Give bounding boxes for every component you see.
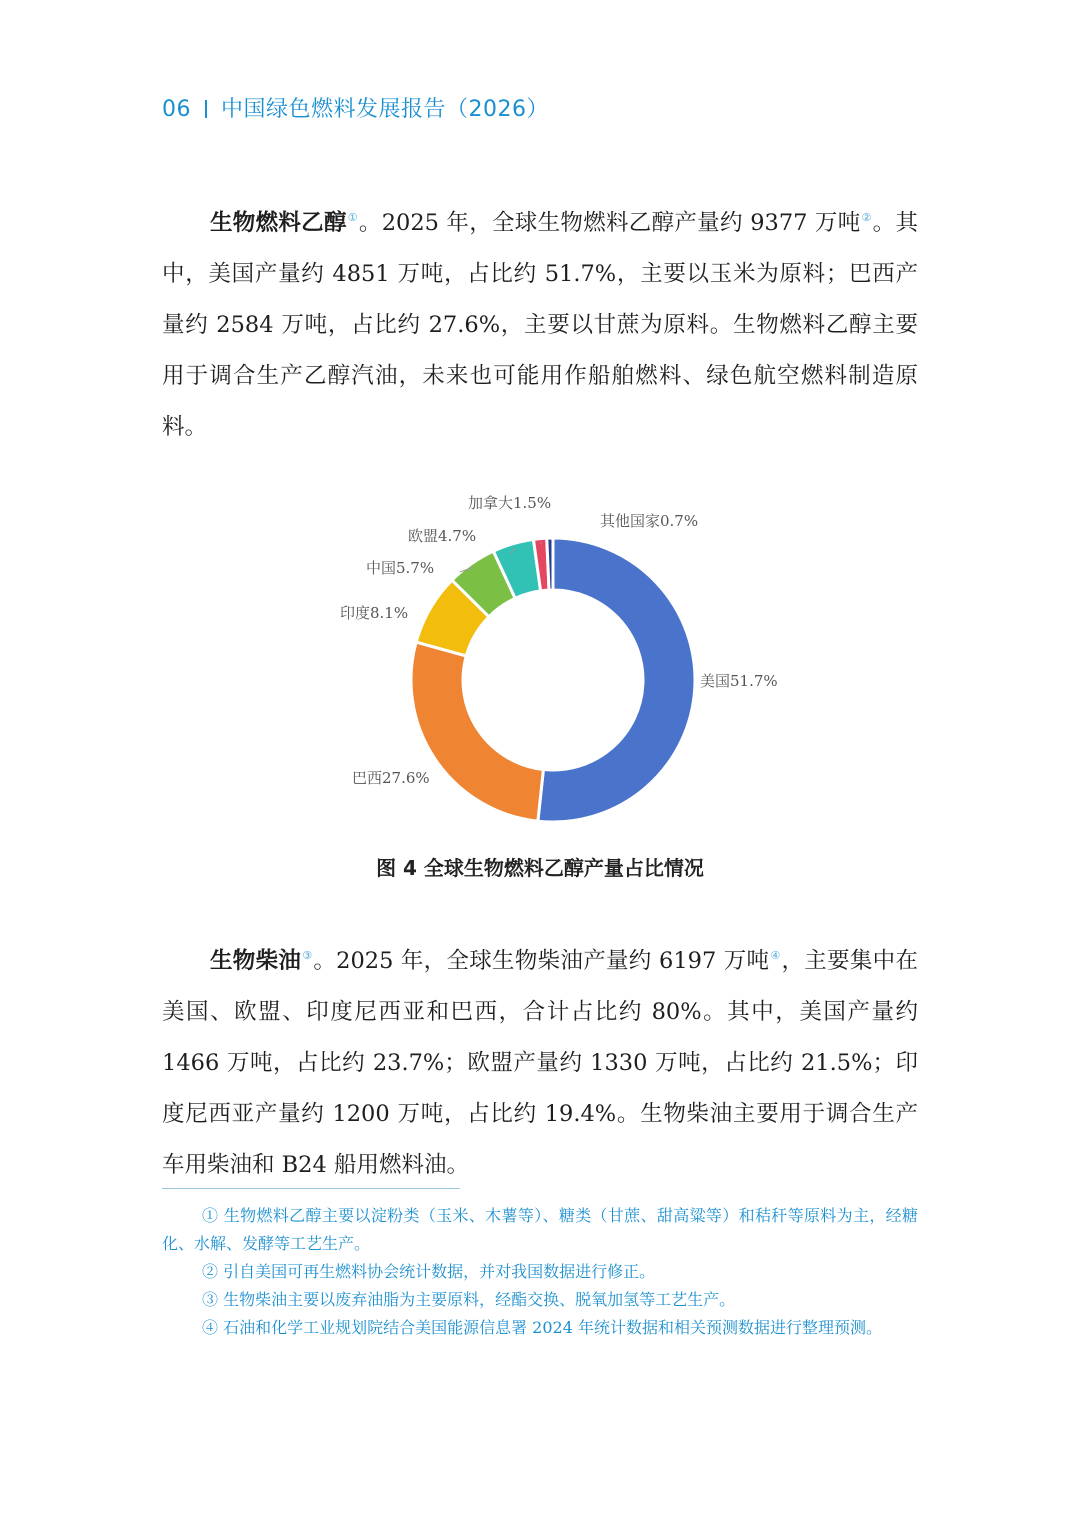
running-header (162, 92, 549, 123)
footnote-ref-2[interactable]: ② (861, 211, 872, 224)
slice-label: 美国51.7% (700, 672, 778, 690)
leader-line (540, 543, 541, 544)
bioethanol-text-a: 。2025 年，全球生物燃料乙醇产量约 9377 万吨 (358, 210, 861, 236)
footnote-3: ③ 生物柴油主要以废弃油脂为主要原料，经酯交换、脱氧加氢等工艺生产。 (202, 1290, 736, 1309)
bioethanol-share-donut-chart (300, 480, 820, 850)
biodiesel-text-a: 。2025 年，全球生物柴油产量约 6197 万吨 (313, 948, 770, 974)
slice-label: 中国5.7% (366, 559, 435, 577)
figure-caption: 图 4 全球生物燃料乙醇产量占比情况 (376, 856, 704, 880)
slice-label: 加拿大1.5% (468, 494, 552, 512)
donut-slice (547, 538, 553, 590)
header-divider (205, 100, 207, 118)
footnote-divider (162, 1188, 460, 1189)
slice-label: 巴西27.6% (352, 769, 430, 787)
page-number: 06 (162, 97, 191, 122)
donut-slice (538, 538, 695, 822)
biodiesel-lead: 生物柴油 (210, 948, 302, 974)
bioethanol-lead: 生物燃料乙醇 (210, 210, 347, 236)
footnote-ref-4[interactable]: ④ (770, 949, 781, 962)
donut-svg (300, 480, 820, 850)
paragraph-biodiesel (162, 930, 918, 1191)
footnotes (162, 1202, 918, 1342)
footnote-4: ④ 石油和化学工业规划院结合美国能源信息署 2024 年统计数据和相关预测数据进行整理预测。 (202, 1318, 882, 1337)
biodiesel-text-b: ，主要集中在美国、欧盟、印度尼西亚和巴西，合计占比约 80%。其中，美国产量约 1466 万吨，占比约 23.7%；欧盟产量约 1330 万吨，占比约 21.5%；印度尼西亚产量约 1200 万吨，占比约 19.4%。生物柴油主要用于调合生产车用柴油和 B24 船用燃料油。 (162, 948, 918, 1178)
footnote-1: ① 生物燃料乙醇主要以淀粉类（玉米、木薯等）、糖类（甘蔗、甜高粱等）和秸秆等原料为主，经糖化、水解、发酵等工艺生产。 (162, 1206, 918, 1253)
slice-label: 印度8.1% (340, 604, 409, 622)
bioethanol-text-b: 。其中，美国产量约 4851 万吨，占比约 51.7%，主要以玉米为原料；巴西产量约 2584 万吨，占比约 27.6%，主要以甘蔗为原料。生物燃料乙醇主要用于调合生产乙醇汽油，未来也可能用作船舶燃料、绿色航空燃料制造原料。 (162, 210, 918, 440)
report-title: 中国绿色燃料发展报告（2026） (221, 97, 549, 122)
slice-label: 欧盟4.7% (408, 527, 477, 545)
donut-slice (411, 642, 543, 821)
footnote-ref-1[interactable]: ① (347, 211, 358, 224)
paragraph-bioethanol (162, 192, 918, 453)
footnote-2: ② 引自美国可再生燃料协会统计数据，并对我国数据进行修正。 (202, 1262, 656, 1281)
footnote-ref-3[interactable]: ③ (302, 949, 313, 962)
slice-label: 其他国家0.7% (600, 512, 699, 530)
